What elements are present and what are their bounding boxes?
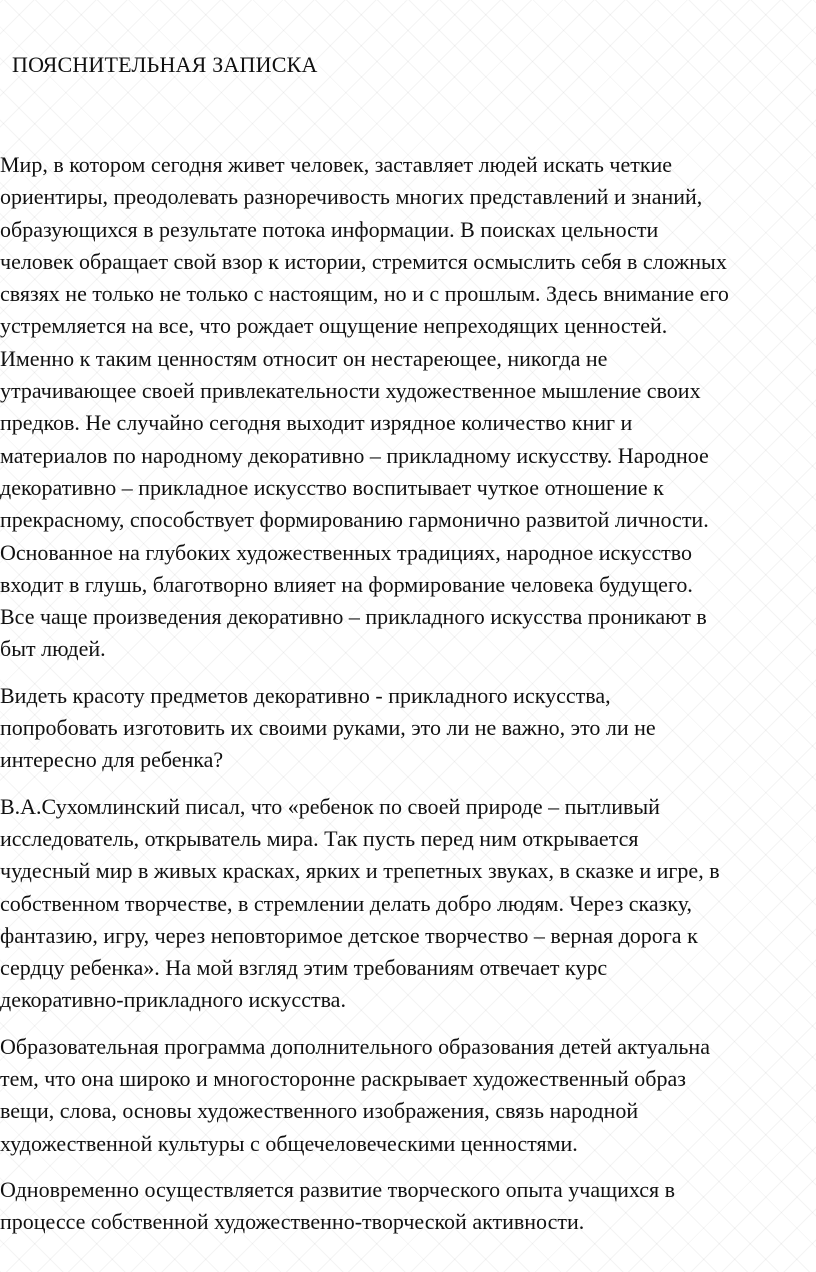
document-title: ПОЯСНИТЕЛЬНАЯ ЗАПИСКА <box>12 52 318 77</box>
paragraph-beauty-question: Видеть красоту предметов декоративно - прикладного искусства, попробовать изготовить их своими руками, это ли не важно, это ли не интересно для ребенка? <box>0 682 656 773</box>
paragraph-sukhomlinsky-quote: В.А.Сухомлинский писал, что «ребенок по своей природе – пытливый исследователь, открыватель мира. Так пусть перед ним открывается чудесный мир в живых красках, ярких и трепетных звуках, в сказке и игре, в собственном творчестве, в стремлении делать добро людям. Через сказку, фантазию, игру, через неповторимое детское творчество – верная дорога к сердцу ребенка». На мой взгляд этим требованиям отвечает курс декоративно-прикладного искусства. <box>0 793 720 1013</box>
paragraph-intro: Мир, в котором сегодня живет человек, заставляет людей искать четкие ориентиры, преодолевать разноречивость многих представлений и знаний, образующихся в результате потока информации. В поисках цельности человек обращает свой взор к истории, стремится осмыслить себя в сложных связях не только не только с настоящим, но и с прошлым. Здесь внимание его устремляется на все, что рождает ощущение непреходящих ценностей. Именно к таким ценностям относит он нестареющее, никогда не утрачивающее своей привлекательности художественное мышление своих предков. Не случайно сегодня выходит изрядное количество книг и материалов по народному декоративно – прикладному искусству. Народное декоративно – прикладное искусство воспитывает чуткое отношение к прекрасному, способствует формированию гармонично развитой личности. Основанное на глубоких художественных традициях, народное искусство входит в глушь, благотворно влияет на формирование человека будущего. Все чаще произведения декоративно – прикладного искусства проникают в быт людей. <box>0 152 729 662</box>
paragraph-creative-experience: Одновременно осуществляется развитие творческого опыта учащихся в процессе собственной художественно-творческой активности. <box>0 1176 675 1235</box>
document-body <box>0 149 816 1239</box>
paragraph-program-relevance: Образовательная программа дополнительного образования детей актуальна тем, что она широко и многосторонне раскрывает художественный образ вещи, слова, основы художественного изображения, связь народной художественной культуры с общечеловеческими ценностями. <box>0 1033 710 1156</box>
